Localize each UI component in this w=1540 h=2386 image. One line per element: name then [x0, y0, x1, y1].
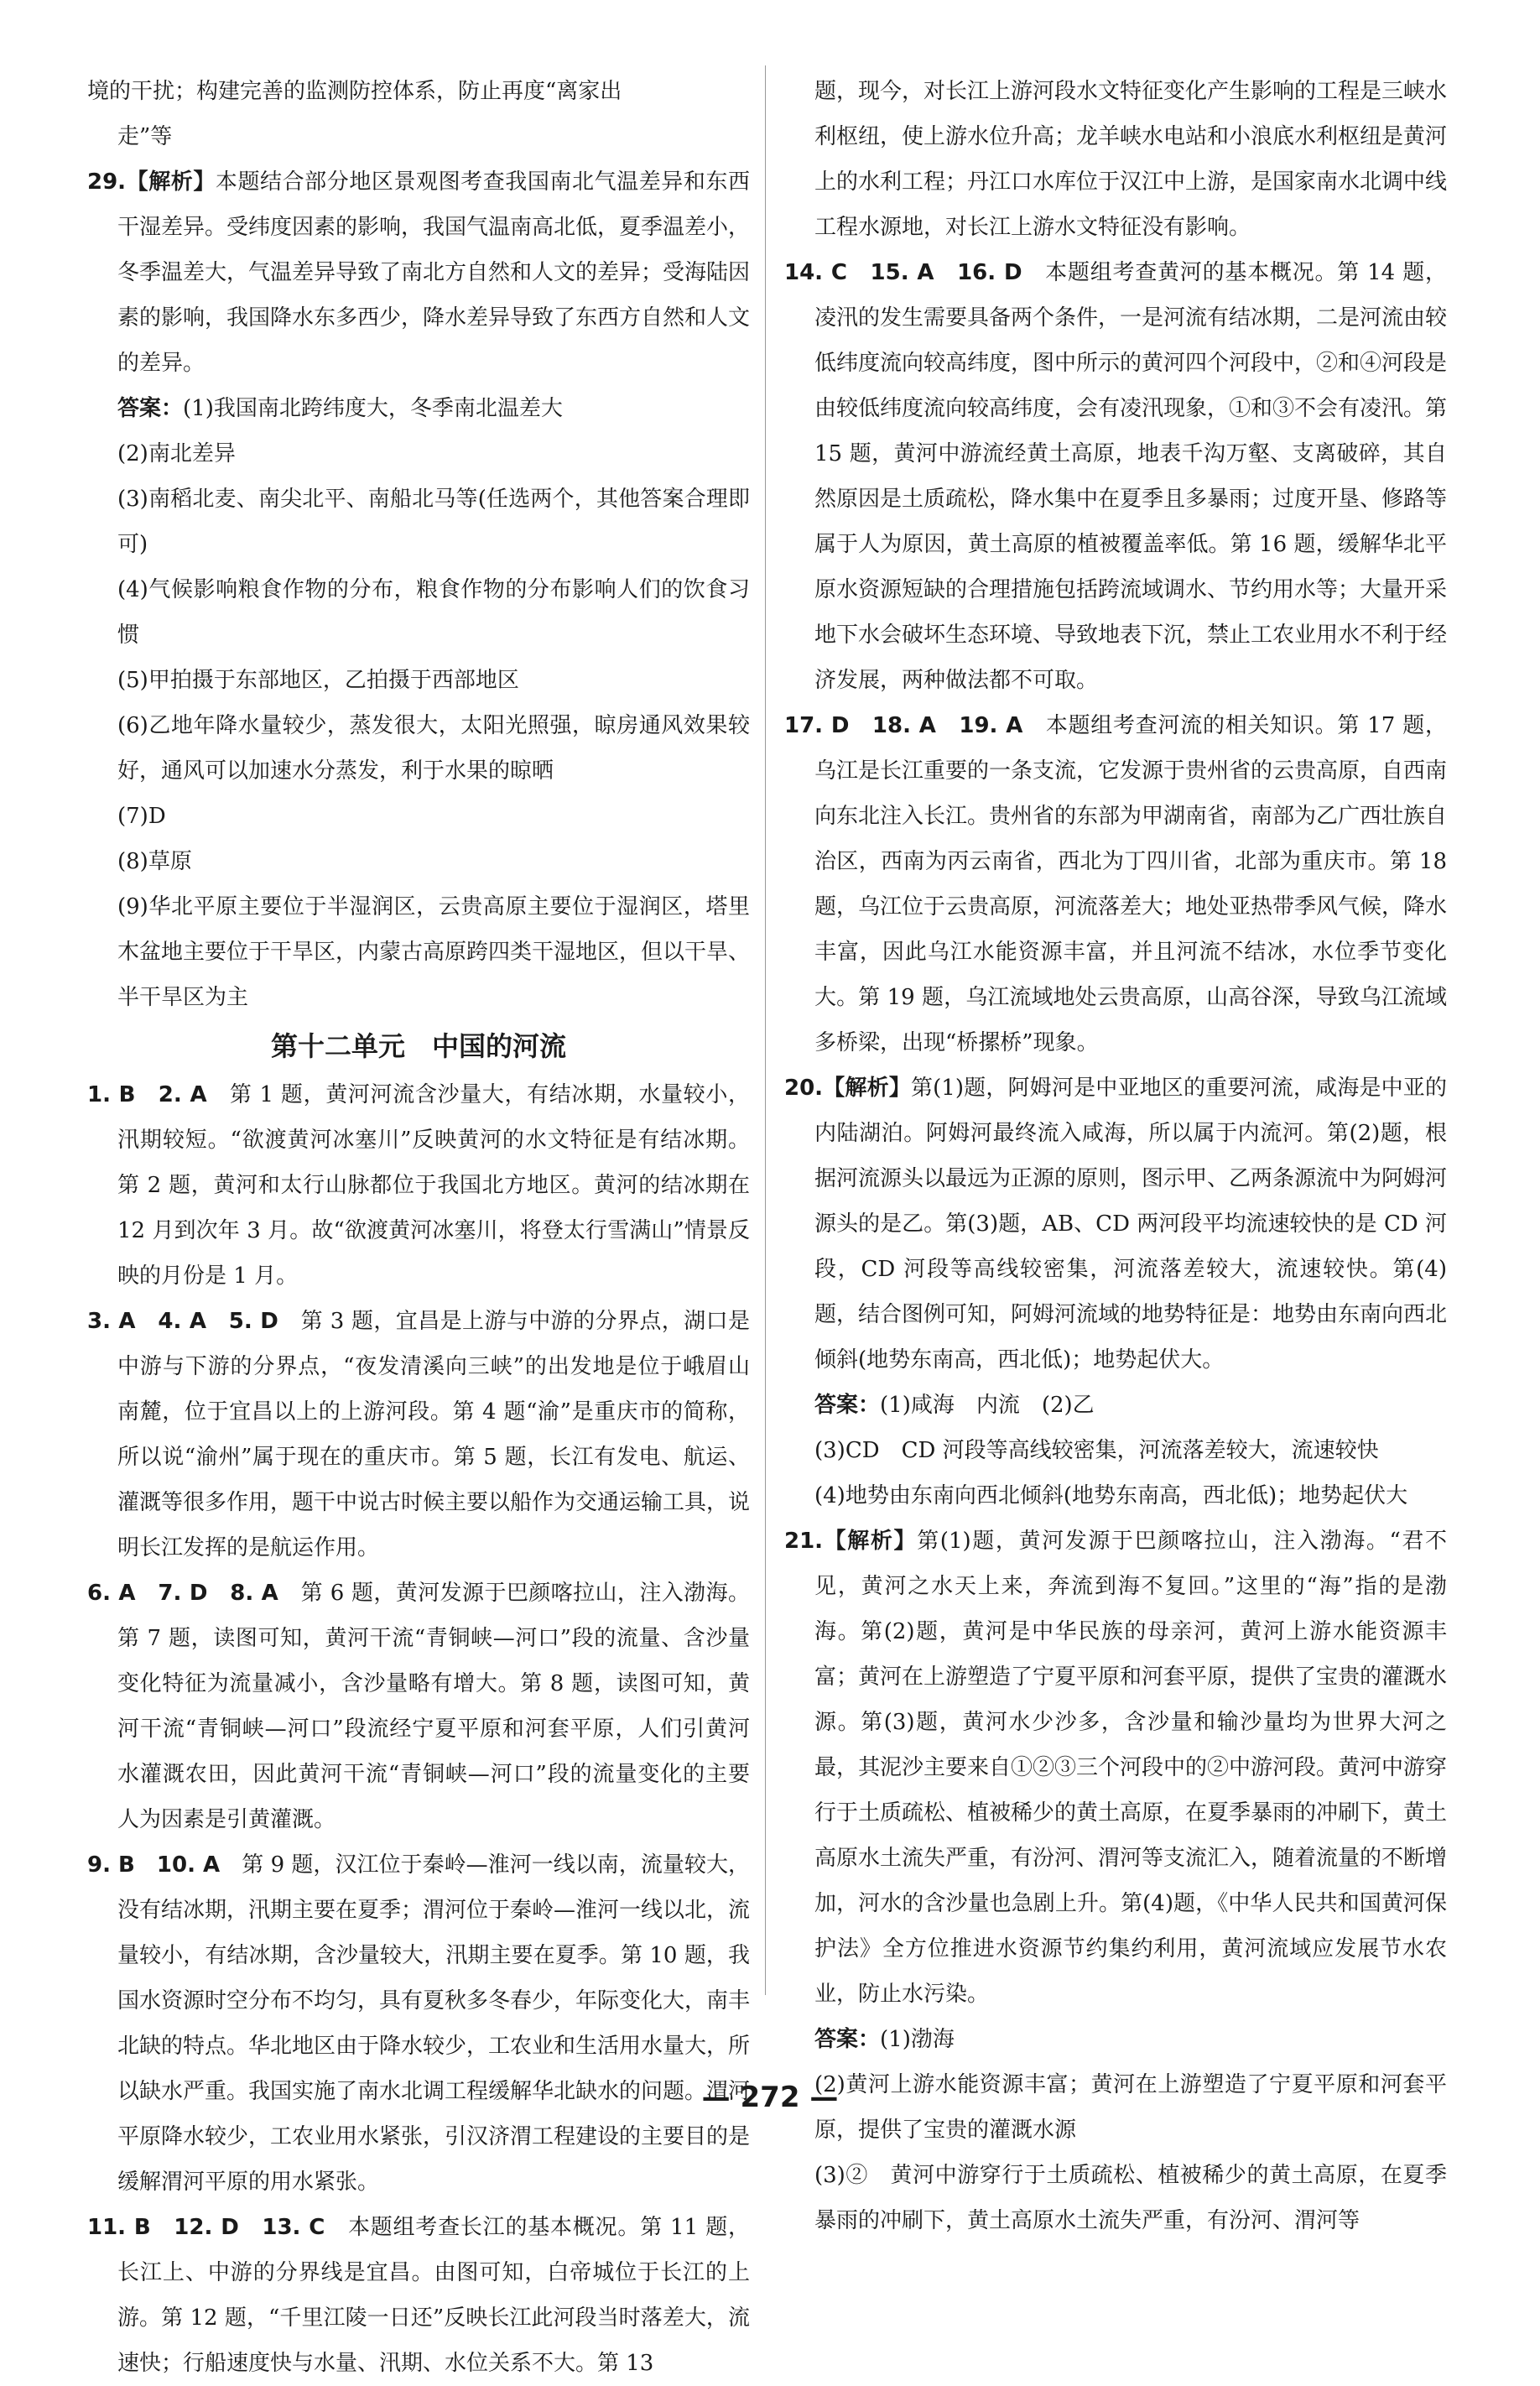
page-number: — 272 — — [701, 2081, 839, 2114]
question-20 — [784, 1065, 1447, 1383]
analysis-text: 第(1)题，阿姆河是中亚地区的重要河流，咸海是中亚的内陆湖泊。阿姆河最终流入咸海，所以属于内流河。第(2)题，根据河流源头以最远为正源的原则，图示甲、乙两条源流中为阿姆河源头的是乙。第(3)题，AB、CD 两河段平均流速较快的是 CD 河段，CD 河段等高线较密集，河流落差较大，流速较快。第(4)题，结合图例可知，阿姆河流域的地势特征是：地势由东南向西北倾斜(地势东南高，西北低)；地势起伏大。 — [814, 1076, 1448, 1373]
answer-line — [784, 2017, 1447, 2062]
answer-line: (3)CD CD 河段等高线较密集，河流落差较大，流速较快 — [814, 1438, 1379, 1463]
item-head: 14. C 15. A 16. D — [784, 260, 1022, 285]
analysis-text: 本题结合部分地区景观图考查我国南北气温差异和东西干湿差异。受纬度因素的影响，我国气温南高北低，夏季温差小，冬季温差大，气温差异导致了南北方自然和人文的差异；受海陆因素的影响，我国降水东多西少，降水差异导致了东西方自然和人文的差异。 — [117, 169, 751, 376]
answer-line — [87, 386, 750, 431]
continued-text: 题，现今，对长江上游河段水文特征变化产生影响的工程是三峡水利枢纽，使上游水位升高；龙羊峡水电站和小浪底水利枢纽是黄河上的水利工程；丹江口水库位于汉江中上游，是国家南水北调中线工程水源地，对长江上游水文特征没有影响。 — [814, 79, 1448, 240]
item-head: 6. A 7. D 8. A — [87, 1581, 278, 1606]
column-divider — [765, 65, 766, 1995]
answer-item — [87, 1842, 750, 2205]
analysis-tag: 【解析】 — [126, 169, 216, 195]
question-number: 21. — [784, 1529, 824, 1554]
answer-label: 答案： — [814, 2027, 881, 2052]
answer-line: (7)D — [117, 804, 166, 829]
item-text: 第 3 题，宜昌是上游与中游的分界点，湖口是中游与下游的分界点，“夜发清溪向三峡”的出发地是位于峨眉山南麓，位于宜昌以上的上游河段。第 4 题“渝”是重庆市的简称，所以说“渝州”属于现在的重庆市。第 5 题，长江有发电、航运、灌溉等很多作用，题干中说古时候主要以船作为交通运输工具，说明长江发挥的是航运作用。 — [117, 1309, 751, 1560]
question-number: 20. — [784, 1076, 824, 1101]
question-number: 29. — [87, 169, 127, 195]
item-text: 本题组考查长江的基本概况。第 11 题，长江上、中游的分界线是宜昌。由图可知，白帝城位于长江的上游。第 12 题，“千里江陵一日还”反映长江此河段当时落差大，流速快；行船速度快与水量、汛期、水位关系不大。第 13 — [117, 2215, 750, 2376]
answer-line — [784, 1383, 1447, 1428]
answer-line: (4)地势由东南向西北倾斜(地势东南高，西北低)；地势起伏大 — [814, 1483, 1408, 1508]
answer-line: (2)南北差异 — [117, 441, 236, 466]
item-head: 9. B 10. A — [87, 1852, 221, 1878]
item-text: 第 1 题，黄河河流含沙量大，有结冰期，水量较小，汛期较短。“欲渡黄河冰塞川”反映黄河的水文特征是有结冰期。第 2 题，黄河和太行山脉都位于我国北方地区。黄河的结冰期在 12 月到次年 3 月。故“欲渡黄河冰塞川，将登太行雪满山”情景反映的月份是 1 月。 — [117, 1082, 750, 1289]
answer-item — [87, 1072, 750, 1299]
item-head: 3. A 4. A 5. D — [87, 1309, 278, 1334]
question-29 — [87, 159, 750, 386]
intro-line-2: 走”等 — [117, 124, 173, 149]
left-column — [87, 69, 750, 2386]
analysis-tag: 【解析】 — [823, 1076, 911, 1101]
right-column — [784, 69, 1447, 2243]
analysis-text: 第(1)题，黄河发源于巴颜喀拉山，注入渤海。“君不见，黄河之水天上来，奔流到海不复回。”这里的“海”指的是渤海。第(2)题，黄河是中华民族的母亲河，黄河上游水能资源丰富；黄河在上游塑造了宁夏平原和河套平原，提供了宝贵的灌溉水源。第(3)题，黄河水少沙多，含沙量和输沙量均为世界大河之最，其泥沙主要来自①②③三个河段中的②中游河段。黄河中游穿行于土质疏松、植被稀少的黄土高原，在夏季暴雨的冲刷下，黄土高原水土流失严重，有汾河、渭河等支流汇入，随着流量的不断增加，河水的含沙量也急剧上升。第(4)题，《中华人民共和国黄河保护法》全方位推进水资源节约集约利用，黄河流域应发展节水农业，防止水污染。 — [814, 1529, 1448, 2007]
answer-line: (6)乙地年降水量较少，蒸发很大，太阳光照强，晾房通风效果较好，通风可以加速水分蒸发，利于水果的晾晒 — [117, 713, 750, 784]
question-21 — [784, 1519, 1447, 2017]
answer-text: (1)我国南北跨纬度大，冬季南北温差大 — [183, 396, 563, 421]
answer-line: (9)华北平原主要位于半湿润区，云贵高原主要位于湿润区，塔里木盆地主要位于干旱区，内蒙古高原跨四类干湿地区，但以干旱、半干旱区为主 — [117, 894, 751, 1010]
item-text: 第 6 题，黄河发源于巴颜喀拉山，注入渤海。第 7 题，读图可知，黄河干流“青铜峡—河口”段的流量、含沙量变化特征为流量减小，含沙量略有增大。第 8 题，读图可知，黄河干流“青铜峡—河口”段流经宁夏平原和河套平原，人们引黄河水灌溉农田，因此黄河干流“青铜峡—河口”段的流量变化的主要人为因素是引黄灌溉。 — [117, 1581, 750, 1832]
answer-line: (5)甲拍摄于东部地区，乙拍摄于西部地区 — [117, 668, 519, 693]
item-text: 本题组考查黄河的基本概况。第 14 题，凌汛的发生需要具备两个条件，一是河流有结冰期，二是河流由较低纬度流向较高纬度，图中所示的黄河四个河段中，②和④河段是由较低纬度流向较高纬度，会有凌汛现象，①和③不会有凌汛。第 15 题，黄河中游流经黄土高原，地表千沟万壑、支离破碎，其自然原因是土质疏松，降水集中在夏季且多暴雨；过度开垦、修路等属于人为原因，黄土高原的植被覆盖率低。第 16 题，缓解华北平原水资源短缺的合理措施包括跨流域调水、节约用水等；大量开采地下水会破坏生态环境、导致地表下沉，禁止工农业用水不利于经济发展，两种做法都不可取。 — [814, 260, 1448, 693]
item-text: 本题组考查河流的相关知识。第 17 题，乌江是长江重要的一条支流，它发源于贵州省的云贵高原，自西南向东北注入长江。贵州省的东部为甲湖南省，南部为乙广西壮族自治区，西南为丙云南省，西北为丁四川省，北部为重庆市。第 18 题，乌江位于云贵高原，河流落差大；地处亚热带季风气候，降水丰富，因此乌江水能资源丰富，并且河流不结冰，水位季节变化大。第 19 题，乌江流域地处云贵高原，山高谷深，导致乌江流域多桥梁，出现“桥摞桥”现象。 — [814, 713, 1448, 1055]
answer-item — [784, 250, 1447, 703]
answer-text: (1)渤海 — [880, 2027, 955, 2052]
answer-label: 答案： — [814, 1393, 881, 1418]
answer-item — [87, 1299, 750, 1571]
item-head: 17. D 18. A 19. A — [784, 713, 1023, 738]
answer-label: 答案： — [117, 396, 184, 421]
answer-line: (2)黄河上游水能资源丰富；黄河在上游塑造了宁夏平原和河套平原，提供了宝贵的灌溉水源 — [814, 2072, 1447, 2143]
answer-item — [87, 2205, 750, 2386]
intro-line-1: 境的干扰；构建完善的监测防控体系，防止再度“离家出 — [87, 79, 622, 104]
answer-item — [784, 703, 1447, 1065]
item-text: 第 9 题，汉江位于秦岭—淮河一线以南，流量较大，没有结冰期，汛期主要在夏季；渭河位于秦岭—淮河一线以北，流量较小，有结冰期，含沙量较大，汛期主要在夏季。第 10 题，我国水资源时空分布不均匀，具有夏秋多冬春少，年际变化大，南丰北缺的特点。华北地区由于降水较少，工农业和生活用水量大，所以缺水严重。我国实施了南水北调工程缓解华北缺水的问题。渭河平原降水较少，工农业用水紧张，引汉济渭工程建设的主要目的是缓解渭河平原的用水紧张。 — [117, 1852, 751, 2195]
answer-line: (3)南稻北麦、南尖北平、南船北马等(任选两个，其他答案合理即可) — [117, 487, 750, 557]
answer-item — [87, 1571, 750, 1842]
answer-line: (4)气候影响粮食作物的分布，粮食作物的分布影响人们的饮食习惯 — [117, 577, 750, 648]
item-head: 1. B 2. A — [87, 1082, 207, 1107]
answer-line: (8)草原 — [117, 849, 192, 874]
answer-text: (1)咸海 内流 (2)乙 — [880, 1393, 1095, 1418]
analysis-tag: 【解析】 — [823, 1529, 918, 1554]
item-head: 11. B 12. D 13. C — [87, 2215, 325, 2240]
unit-title: 第十二单元 中国的河流 — [270, 1030, 566, 1062]
answer-line: (3)② 黄河中游穿行于土质疏松、植被稀少的黄土高原，在夏季暴雨的冲刷下，黄土高原水土流失严重，有汾河、渭河等 — [814, 2163, 1447, 2233]
